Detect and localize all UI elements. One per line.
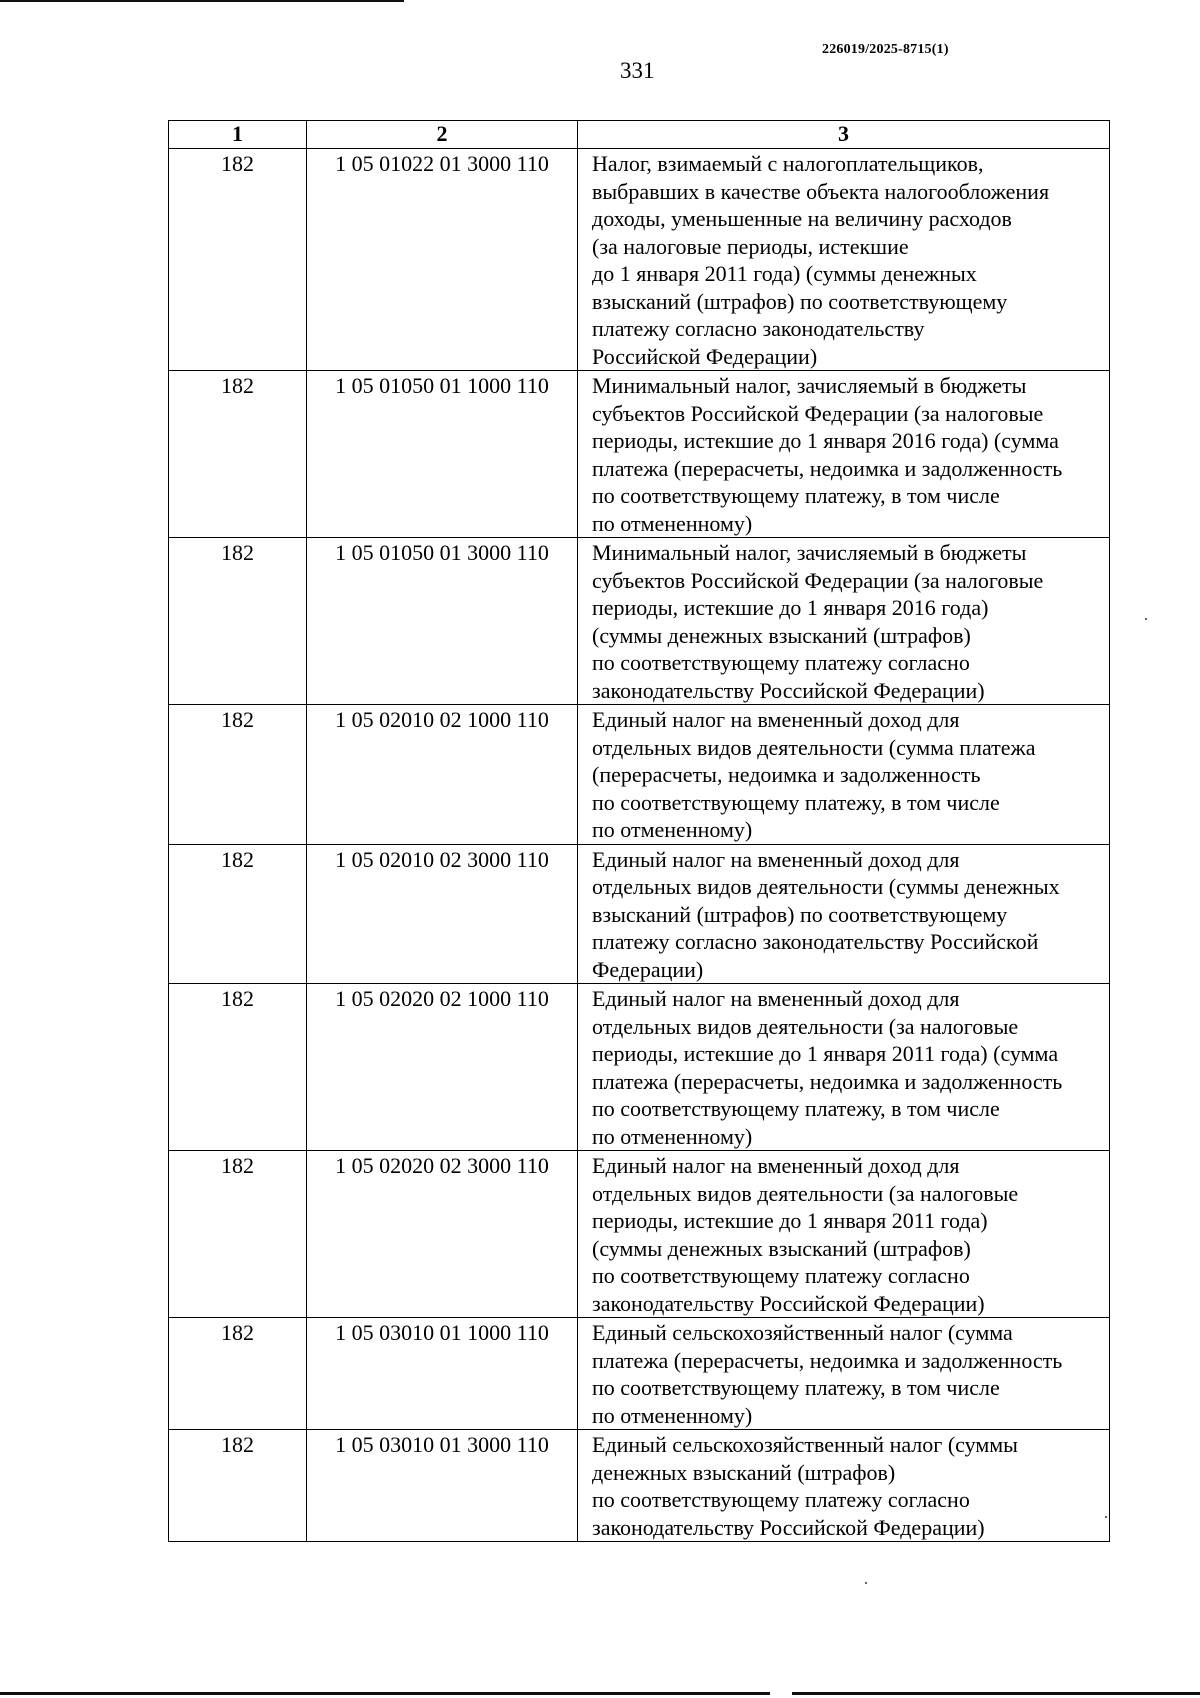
description-line: платежа (перерасчеты, недоимка и задолженность bbox=[592, 455, 1063, 481]
description-line: по соответствующему платежу, в том числе bbox=[592, 789, 1000, 815]
description-line: (суммы денежных взысканий (штрафов) bbox=[592, 622, 971, 648]
description-cell bbox=[577, 1150, 1110, 1317]
description-line: Единый сельскохозяйственный налог (сумма bbox=[592, 1320, 1013, 1345]
description-line: по отмененному) bbox=[592, 1402, 753, 1428]
description-line: доходы, уменьшенные на величину расходов bbox=[592, 206, 1012, 231]
table-row bbox=[168, 148, 1110, 370]
kbk-code-cell: 1 05 03010 01 1000 110 bbox=[306, 1317, 577, 1429]
description-line: по соответствующему платежу согласно bbox=[592, 1487, 970, 1512]
description-line: платежа (перерасчеты, недоимка и задолженность bbox=[592, 1068, 1063, 1094]
description-cell bbox=[577, 983, 1110, 1150]
description-line: (перерасчеты, недоимка и задолженность bbox=[592, 762, 981, 787]
description-line: взысканий (штрафов) по соответствующему bbox=[592, 288, 1008, 314]
kbk-code-cell: 1 05 01050 01 3000 110 bbox=[306, 537, 577, 704]
admin-code-cell: 182 bbox=[168, 148, 306, 370]
description-line: Единый налог на вмененный доход для bbox=[592, 846, 960, 872]
description-line: платежу согласно законодательству bbox=[592, 316, 925, 341]
description-line: по соответствующему платежу, в том числе bbox=[592, 483, 1000, 508]
description-line: по отмененному) bbox=[592, 817, 753, 842]
description-line: по соответствующему платежу, в том числе bbox=[592, 1375, 1000, 1400]
table-row bbox=[168, 1150, 1110, 1317]
kbk-code-cell: 1 05 02020 02 3000 110 bbox=[306, 1150, 577, 1317]
column-header-2: 2 bbox=[306, 120, 577, 148]
table-row bbox=[168, 704, 1110, 844]
description-line: платежу согласно законодательству Российской bbox=[592, 929, 1039, 954]
admin-code-cell: 182 bbox=[168, 1317, 306, 1429]
description-cell bbox=[577, 844, 1110, 984]
description-line: по отмененному) bbox=[592, 510, 753, 536]
description-cell bbox=[577, 370, 1110, 537]
description-line: периоды, истекшие до 1 января 2016 года) bbox=[592, 595, 989, 620]
scan-edge-bottom bbox=[0, 1692, 1200, 1695]
admin-code-cell: 182 bbox=[168, 844, 306, 984]
description-line: отдельных видов деятельности (сумма платежа bbox=[592, 734, 1036, 760]
description-line: Федерации) bbox=[592, 956, 704, 982]
table-row bbox=[168, 1429, 1110, 1542]
description-line: денежных взысканий (штрафов) bbox=[592, 1459, 896, 1485]
description-cell bbox=[577, 148, 1110, 370]
description-line: отдельных видов деятельности (за налоговые bbox=[592, 1013, 1019, 1039]
kbk-code-cell: 1 05 02010 02 3000 110 bbox=[306, 844, 577, 984]
description-cell bbox=[577, 1429, 1110, 1542]
scan-speck bbox=[865, 1582, 867, 1584]
admin-code-cell: 182 bbox=[168, 704, 306, 844]
description-line: отдельных видов деятельности (за налоговые bbox=[592, 1180, 1019, 1206]
document-reference-number: 226019/2025-8715(1) bbox=[822, 42, 949, 57]
description-line: (за налоговые периоды, истекшие bbox=[592, 233, 909, 259]
description-line: Минимальный налог, зачисляемый в бюджеты bbox=[592, 540, 1027, 565]
description-line: до 1 января 2011 года) (суммы денежных bbox=[592, 261, 977, 286]
description-line: платежа (перерасчеты, недоимка и задолженность bbox=[592, 1347, 1063, 1373]
admin-code-cell: 182 bbox=[168, 983, 306, 1150]
description-line: отдельных видов деятельности (суммы денежных bbox=[592, 874, 1060, 899]
kbk-code-cell: 1 05 02010 02 1000 110 bbox=[306, 704, 577, 844]
description-line: субъектов Российской Федерации (за налоговые bbox=[592, 400, 1044, 426]
description-line: Российской Федерации) bbox=[592, 343, 818, 369]
description-line: периоды, истекшие до 1 января 2011 года) (сумма bbox=[592, 1041, 1059, 1066]
scan-speck bbox=[1145, 618, 1147, 620]
description-line: взысканий (штрафов) по соответствующему bbox=[592, 901, 1008, 927]
description-line: Единый налог на вмененный доход для bbox=[592, 707, 960, 732]
description-line: Единый сельскохозяйственный налог (суммы bbox=[592, 1432, 1018, 1457]
description-line: субъектов Российской Федерации (за налоговые bbox=[592, 567, 1044, 593]
table-header-row bbox=[168, 120, 1110, 148]
description-line: по соответствующему платежу, в том числе bbox=[592, 1096, 1000, 1121]
description-line: Единый налог на вмененный доход для bbox=[592, 1153, 960, 1178]
admin-code-cell: 182 bbox=[168, 1429, 306, 1542]
kbk-table bbox=[168, 120, 1110, 1542]
kbk-code-cell: 1 05 01022 01 3000 110 bbox=[306, 148, 577, 370]
table-row bbox=[168, 1317, 1110, 1429]
kbk-code-cell: 1 05 02020 02 1000 110 bbox=[306, 983, 577, 1150]
description-line: Единый налог на вмененный доход для bbox=[592, 986, 960, 1011]
description-line: законодательству Российской Федерации) bbox=[592, 677, 985, 703]
scan-edge-top bbox=[0, 0, 404, 2]
admin-code-cell: 182 bbox=[168, 370, 306, 537]
description-line: законодательству Российской Федерации) bbox=[592, 1514, 985, 1540]
description-line: (суммы денежных взысканий (штрафов) bbox=[592, 1235, 971, 1261]
description-cell bbox=[577, 704, 1110, 844]
description-line: по соответствующему платежу согласно bbox=[592, 1263, 970, 1288]
table-row bbox=[168, 983, 1110, 1150]
kbk-code-cell: 1 05 03010 01 3000 110 bbox=[306, 1429, 577, 1542]
description-cell bbox=[577, 537, 1110, 704]
table-body bbox=[168, 148, 1110, 1542]
admin-code-cell: 182 bbox=[168, 537, 306, 704]
page-number: 331 bbox=[620, 58, 655, 83]
description-line: Налог, взимаемый с налогоплательщиков, bbox=[592, 151, 984, 176]
table-row bbox=[168, 370, 1110, 537]
table-row bbox=[168, 844, 1110, 984]
description-line: по соответствующему платежу согласно bbox=[592, 650, 970, 675]
description-line: выбравших в качестве объекта налогообложения bbox=[592, 178, 1050, 204]
column-header-1: 1 bbox=[168, 120, 306, 148]
table-row bbox=[168, 537, 1110, 704]
kbk-code-cell: 1 05 01050 01 1000 110 bbox=[306, 370, 577, 537]
column-header-3: 3 bbox=[577, 120, 1110, 148]
description-line: Минимальный налог, зачисляемый в бюджеты bbox=[592, 373, 1027, 398]
description-line: периоды, истекшие до 1 января 2011 года) bbox=[592, 1208, 988, 1233]
admin-code-cell: 182 bbox=[168, 1150, 306, 1317]
description-line: по отмененному) bbox=[592, 1123, 753, 1149]
description-line: законодательству Российской Федерации) bbox=[592, 1290, 985, 1316]
description-cell bbox=[577, 1317, 1110, 1429]
scan-speck bbox=[1105, 1516, 1107, 1518]
description-line: периоды, истекшие до 1 января 2016 года) (сумма bbox=[592, 428, 1059, 453]
